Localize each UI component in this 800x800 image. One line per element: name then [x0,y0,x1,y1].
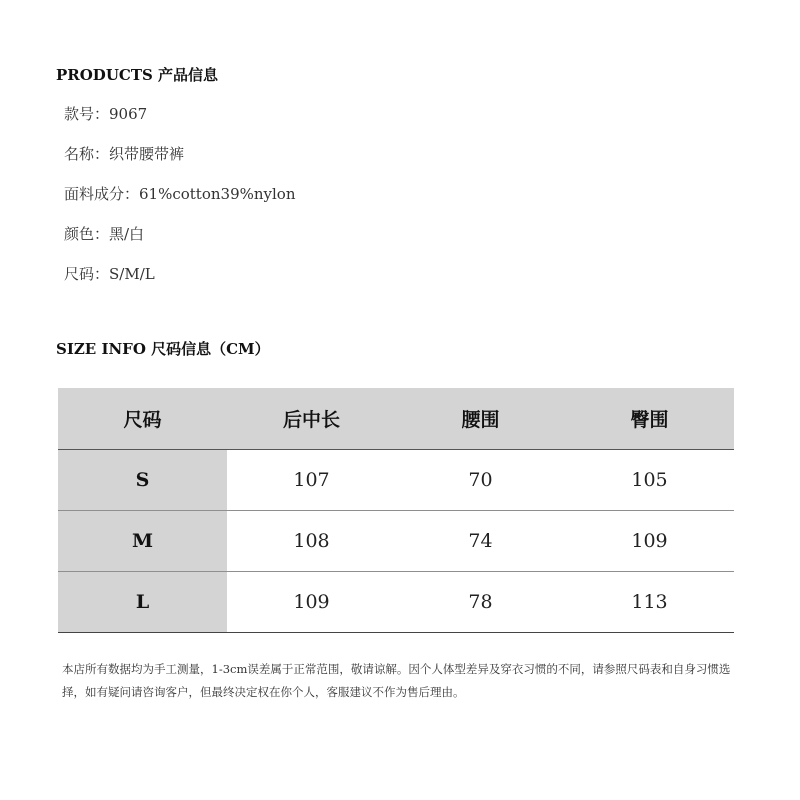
table-row [58,572,734,633]
size-cell: L [58,572,227,633]
hip-cell: 113 [565,572,734,633]
size-table-header-row [58,388,734,450]
size-table [58,388,734,633]
waist-cell: 78 [396,572,565,633]
size-cell: S [58,450,227,511]
header-size: 尺码 [58,388,227,450]
info-style-number: 款号：9067 [64,105,148,123]
waist-cell: 70 [396,450,565,511]
info-color: 颜色：黑/白 [64,225,145,243]
back-length-cell: 109 [227,572,396,633]
table-row [58,450,734,511]
hip-cell: 109 [565,511,734,572]
header-waist: 腰围 [396,388,565,450]
header-hip: 臀围 [565,388,734,450]
table-row [58,511,734,572]
products-title: PRODUCTS 产品信息 [56,66,219,84]
back-length-cell: 108 [227,511,396,572]
info-sizes: 尺码：S/M/L [64,265,155,283]
hip-cell: 105 [565,450,734,511]
size-cell: M [58,511,227,572]
back-length-cell: 107 [227,450,396,511]
info-product-name: 名称：织带腰带裤 [64,145,185,163]
header-back-length: 后中长 [227,388,396,450]
waist-cell: 74 [396,511,565,572]
measurement-note: 本店所有数据均为手工测量，1-3cm误差属于正常范围，敬请谅解。因个人体型差异及穿衣习惯的不同，请参照尺码表和自身习惯选择，如有疑问请咨询客户，但最终决定权在你个人，客服建议不作为售后理由。 [62,662,731,699]
size-info-title: SIZE INFO 尺码信息（CM） [56,340,270,358]
info-fabric: 面料成分：61%cotton39%nylon [64,185,296,203]
